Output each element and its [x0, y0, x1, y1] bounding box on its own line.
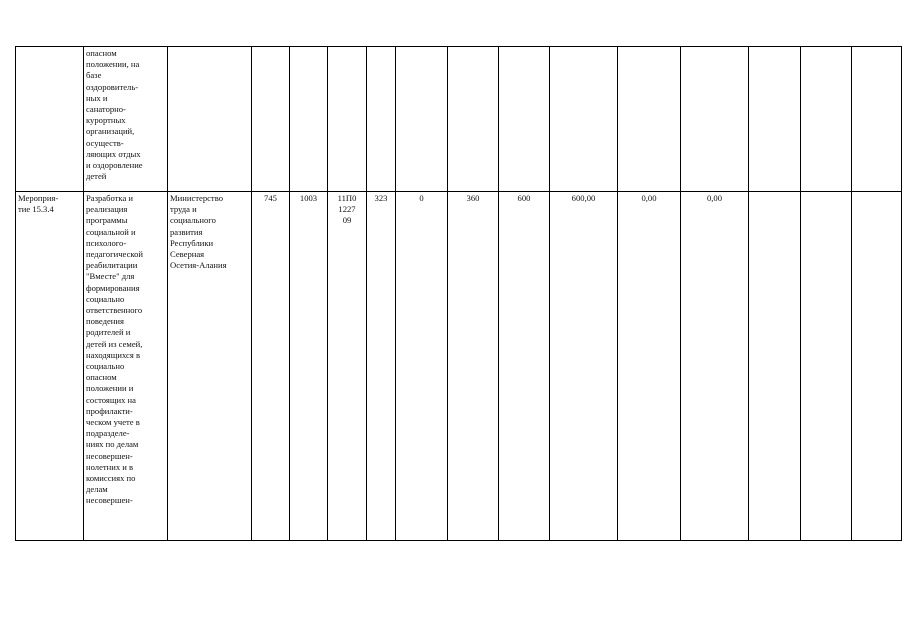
- executor-cell: Министерство труда и социального развития Республики Северная Осетия-Алания: [168, 192, 252, 541]
- table-row: [16, 47, 902, 192]
- grbs-cell: 745: [252, 192, 290, 541]
- value-cell: [852, 192, 902, 541]
- value-cell: [749, 47, 801, 192]
- value-cell: [681, 47, 749, 192]
- executor-cell: [168, 47, 252, 192]
- measure-description-cell: опасном положении, на базе оздоровитель- ных и санаторно- курортных организаций, осуществ- ляющих отдых и оздоровление детей: [84, 47, 168, 192]
- budget-table: [15, 46, 902, 541]
- rzpr-cell: [290, 47, 328, 192]
- value-cell: [852, 47, 902, 192]
- value-cell: 0,00: [618, 192, 681, 541]
- value-cell: [396, 47, 448, 192]
- value-cell: [801, 192, 852, 541]
- value-cell: [499, 47, 550, 192]
- csr-cell: [328, 47, 367, 192]
- measure-name-cell: Мероприя- тие 15.3.4: [16, 192, 84, 541]
- vr-cell: 323: [367, 192, 396, 541]
- table-row: [16, 192, 902, 541]
- value-cell: [448, 47, 499, 192]
- value-cell: 360: [448, 192, 499, 541]
- value-cell: [801, 47, 852, 192]
- measure-name-cell: [16, 47, 84, 192]
- value-cell: 600: [499, 192, 550, 541]
- value-cell: [550, 47, 618, 192]
- value-cell: [618, 47, 681, 192]
- rzpr-cell: 1003: [290, 192, 328, 541]
- measure-description-cell: Разработка и реализация программы социальной и психолого- педагогической реабилитации "Вместе" для формирования социально ответственного поведения родителей и детей из семей, находящихся в социально опасном положении и состоящих на профилакти- ческом учете в подразделе- ниях по делам несовершен- нолетних и в комиссиях по делам несовершен-: [84, 192, 168, 541]
- grbs-cell: [252, 47, 290, 192]
- value-cell: 0,00: [681, 192, 749, 541]
- vr-cell: [367, 47, 396, 192]
- value-cell: 600,00: [550, 192, 618, 541]
- csr-cell: 11П0 1227 09: [328, 192, 367, 541]
- value-cell: 0: [396, 192, 448, 541]
- value-cell: [749, 192, 801, 541]
